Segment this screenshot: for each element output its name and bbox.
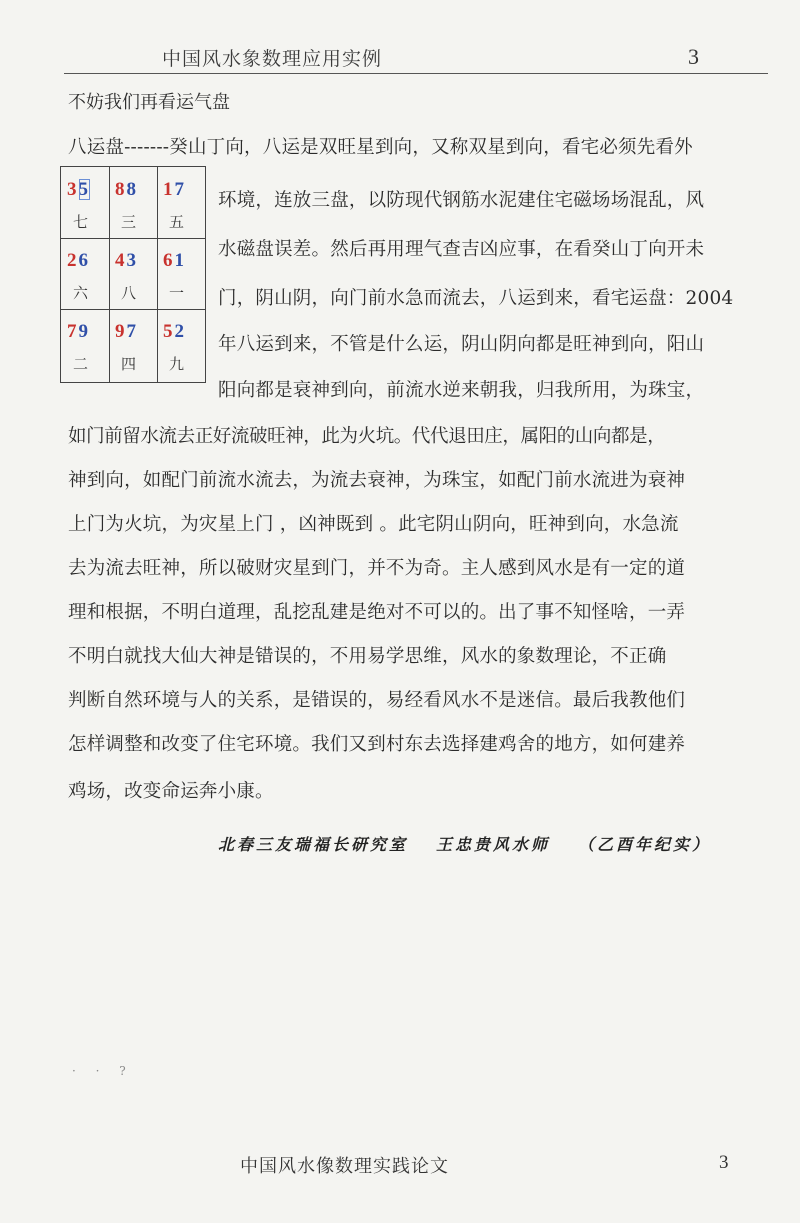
paragraph-line: 理和根据，不明白道理，乱挖乱建是绝对不可以的。出了事不知怪啥，一弄: [68, 602, 686, 623]
paragraph-line: 环境，连放三盘，以防现代钢筋水泥建住宅磁场场混乱，风: [218, 190, 705, 211]
facing-star: 2: [174, 321, 186, 342]
facing-star: 7: [126, 321, 138, 342]
mountain-star: 4: [115, 250, 127, 271]
mountain-star: 2: [67, 250, 79, 271]
paragraph-line: 去为流去旺神，所以破财灾星到门，并不为奇。主人感到风水是有一定的道: [68, 558, 686, 579]
mountain-star: 3: [67, 179, 79, 200]
period-number: 四: [121, 355, 137, 373]
star-pair: [115, 321, 138, 343]
paragraph-line: 神到向，如配门前流水流去，为流去衰神，为珠宝，如配门前水流进为衰神: [68, 470, 686, 491]
mountain-star: 7: [67, 321, 79, 342]
paragraph-line: 门，阴山阴，向门前水急而流去，八运到来，看宅运盘：2004: [218, 288, 734, 309]
star-pair: [163, 250, 186, 272]
paragraph-line: 年八运到来，不管是什么运，阴山阴向都是旺神到向，阳山: [218, 334, 705, 355]
faint-mark: · · ?: [72, 1064, 134, 1078]
mountain-star: 9: [115, 321, 127, 342]
paragraph-line: 阳向都是衰神到向，前流水逆来朝我，归我所用，为珠宝，: [218, 380, 705, 401]
signature-org: 北春三友瑞福长研究室: [218, 835, 409, 854]
star-pair: [163, 179, 186, 201]
paragraph-line: 鸡场，改变命运奔小康。: [68, 781, 274, 802]
grid-cell: [61, 167, 109, 239]
grid-cell: [61, 238, 109, 310]
grid-cell: [61, 309, 109, 381]
facing-star: 3: [126, 250, 138, 271]
facing-star: 6: [78, 250, 90, 271]
grid-cell: [157, 167, 205, 239]
facing-star: 8: [126, 179, 138, 200]
period-number: 三: [121, 213, 137, 231]
star-pair: [67, 321, 90, 343]
period-number: 九: [169, 355, 185, 373]
signature-note: （乙酉年纪实）: [578, 835, 712, 854]
period-number: 五: [169, 213, 185, 231]
header-title: 中国风水象数理应用实例: [162, 48, 383, 70]
paragraph-line: 判断自然环境与人的关系，是错误的，易经看风水不是迷信。最后我教他们: [68, 690, 686, 711]
footer-title: 中国风水像数理实践论文: [240, 1156, 449, 1177]
star-pair: [67, 250, 90, 272]
intro-line: 不妨我们再看运气盘: [68, 92, 230, 113]
star-pair: [163, 321, 186, 343]
mountain-star: 8: [115, 179, 127, 200]
period-number: 一: [169, 284, 185, 302]
paragraph-line: 水磁盘误差。然后再用理气查吉凶应事，在看癸山丁向开未: [218, 239, 705, 260]
flying-star-grid: [60, 166, 206, 383]
star-pair: [115, 250, 138, 272]
grid-cell: [109, 309, 157, 381]
signature-line: [218, 832, 711, 855]
grid-cell: [109, 238, 157, 310]
paragraph-line: 如门前留水流去正好流破旺神，此为火坑。代代退田庄，属阳的山向都是，: [68, 426, 666, 447]
facing-star: 9: [78, 321, 90, 342]
signature-author: 王忠贵风水师: [436, 835, 551, 854]
period-number: 七: [73, 213, 89, 231]
mountain-star: 6: [163, 250, 175, 271]
mountain-star: 5: [163, 321, 175, 342]
header-rule: [64, 73, 768, 74]
paragraph-line: 怎样调整和改变了住宅环境。我们又到村东去选择建鸡舍的地方，如何建养: [68, 734, 686, 755]
period-number: 二: [73, 355, 89, 373]
facing-star: 1: [174, 250, 186, 271]
mountain-star: 1: [163, 179, 175, 200]
facing-star: 7: [174, 179, 186, 200]
period-number: 六: [73, 284, 89, 302]
header-page-number: 3: [688, 44, 699, 69]
paragraph-line: 上门为火坑，为灾星上门 ，凶神既到 。此宅阴山阴向，旺神到向，水急流: [68, 514, 679, 535]
facing-star: 5: [78, 179, 90, 200]
grid-cell: [157, 238, 205, 310]
paragraph-line: 八运盘-------癸山丁向，八运是双旺星到向，又称双星到向，看宅必须先看外: [68, 137, 693, 158]
footer-page-number: 3: [719, 1152, 729, 1173]
grid-cell: [157, 309, 205, 381]
paragraph-line: 不明白就找大仙大神是错误的，不用易学思维，风水的象数理论，不正确: [68, 646, 667, 667]
period-number: 八: [121, 284, 137, 302]
star-pair: [67, 179, 90, 201]
grid-cell: [109, 167, 157, 239]
star-pair: [115, 179, 138, 201]
